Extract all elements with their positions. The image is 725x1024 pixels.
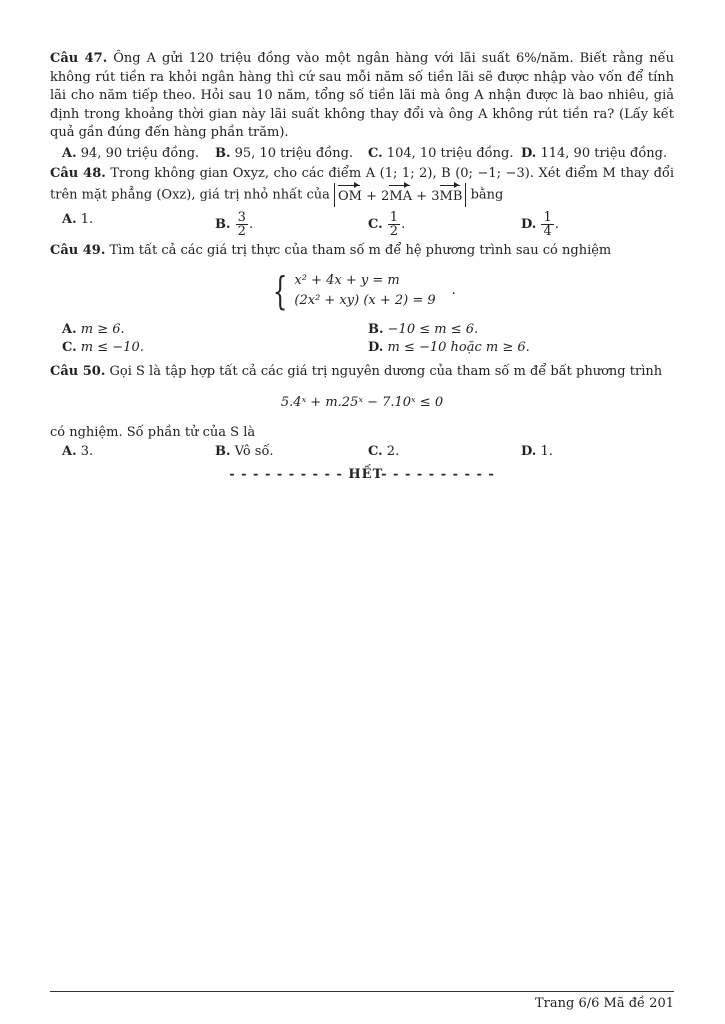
question-48-options: [62, 211, 674, 238]
equation-system: { x² + 4x + y = m (2x² + xy) (x + 2) = 9 .: [273, 268, 456, 313]
inequality: 5.4ˣ + m.25ˣ − 7.10ˣ ≤ 0: [280, 395, 444, 410]
question-50-text: Gọi S là tập hợp tất cả các giá trị nguyên dương của tham số m để bất phương trình: [109, 363, 663, 379]
option-b: B. $\frac{3}{2}$ .: [215, 210, 254, 239]
brace-symbol: {: [273, 268, 288, 313]
question-49-options-row-2: [62, 339, 674, 357]
fraction: $\frac{1}{4}$: [543, 210, 552, 239]
equation-1: x² + 4x + y = m: [294, 272, 400, 288]
footer-divider: [50, 991, 674, 992]
question-49-text: Tìm tất cả các giá trị thực của tham số m để hệ phương trình sau có nghiệm: [109, 243, 612, 258]
question-47: [50, 50, 674, 143]
question-48: Câu 48. Trong không gian Oxyz, cho các điểm A (1; 1; 2), B (0; −1; −3). Xét điểm M thay đổi trên mặt phẳng (Oxz), giá trị nhỏ nhất của OM + 2MA + 3MB bằng: [50, 165, 674, 208]
option-b: B. Vô số.: [215, 443, 274, 459]
option-d: D. m ≤ −10 hoặc m ≥ 6.: [368, 339, 530, 355]
equation-2: (2x² + xy) (x + 2) = 9: [294, 292, 436, 308]
page-footer: Trang 6/6 Mã đề 201: [535, 996, 674, 1011]
option-c: C. 2.: [368, 443, 400, 459]
option-c: C. $\frac{1}{2}$ .: [368, 210, 406, 239]
question-48-label: Câu 48.: [50, 165, 106, 181]
question-49-options-row-1: [62, 321, 674, 339]
question-47-label: Câu 47.: [50, 51, 108, 66]
end-marker: - - - - - - - - - - HẾT- - - - - - - - - -: [229, 466, 495, 482]
option-d: D. 114, 90 triệu đồng.: [521, 145, 668, 161]
question-49-label: Câu 49.: [50, 243, 106, 258]
question-48-text: Trong không gian Oxyz, cho các điểm A (1; 1; 2), B (0; −1; −3). Xét điểm M thay đổi trên mặt phẳng (Oxz), giá trị nhỏ nhất của: [50, 165, 675, 203]
option-d: D. 1.: [521, 443, 553, 459]
exam-page: [50, 50, 674, 482]
option-a: A. 94, 90 triệu đồng.: [62, 145, 200, 161]
option-a: A. m ≥ 6.: [62, 321, 125, 337]
question-49: [50, 242, 674, 261]
question-50-text-after: có nghiệm. Số phần tử của S là: [50, 425, 256, 440]
option-c: C. m ≤ −10.: [62, 339, 144, 355]
question-50-label: Câu 50.: [50, 363, 106, 379]
question-47-text: Ông A gửi 120 triệu đồng vào một ngân hàng với lãi suất 6%/năm. Biết rằng nếu không rút tiền ra khỏi ngân hàng thì cứ sau mỗi năm số tiền lãi sẽ được nhập vào vốn để tính lãi cho năm tiếp theo. Hỏi sau 10 năm, tổng số tiền lãi mà ông A nhận được là bao nhiêu, giả định trong khoảng thời gian này lãi suất không thay đổi và ông A không rút tiền ra? (Lấy kết quả gần đúng đến hàng phần trăm).: [50, 51, 674, 140]
question-47-options: [62, 145, 674, 163]
fraction: $\frac{1}{2}$: [389, 210, 399, 239]
option-c: C. 104, 10 triệu đồng.: [368, 145, 514, 161]
option-a: A. 3.: [62, 443, 94, 459]
option-a: A. 1.: [62, 212, 94, 227]
question-50-options: [62, 443, 674, 461]
vector-norm-expression: OM + 2MA + 3MB: [334, 183, 466, 207]
question-50: [50, 363, 674, 382]
fraction: $\frac{3}{2}$: [237, 210, 246, 239]
option-b: B. −10 ≤ m ≤ 6.: [368, 321, 479, 337]
option-b: B. 95, 10 triệu đồng.: [215, 145, 354, 161]
option-d: D. $\frac{1}{4}$ .: [521, 210, 559, 239]
